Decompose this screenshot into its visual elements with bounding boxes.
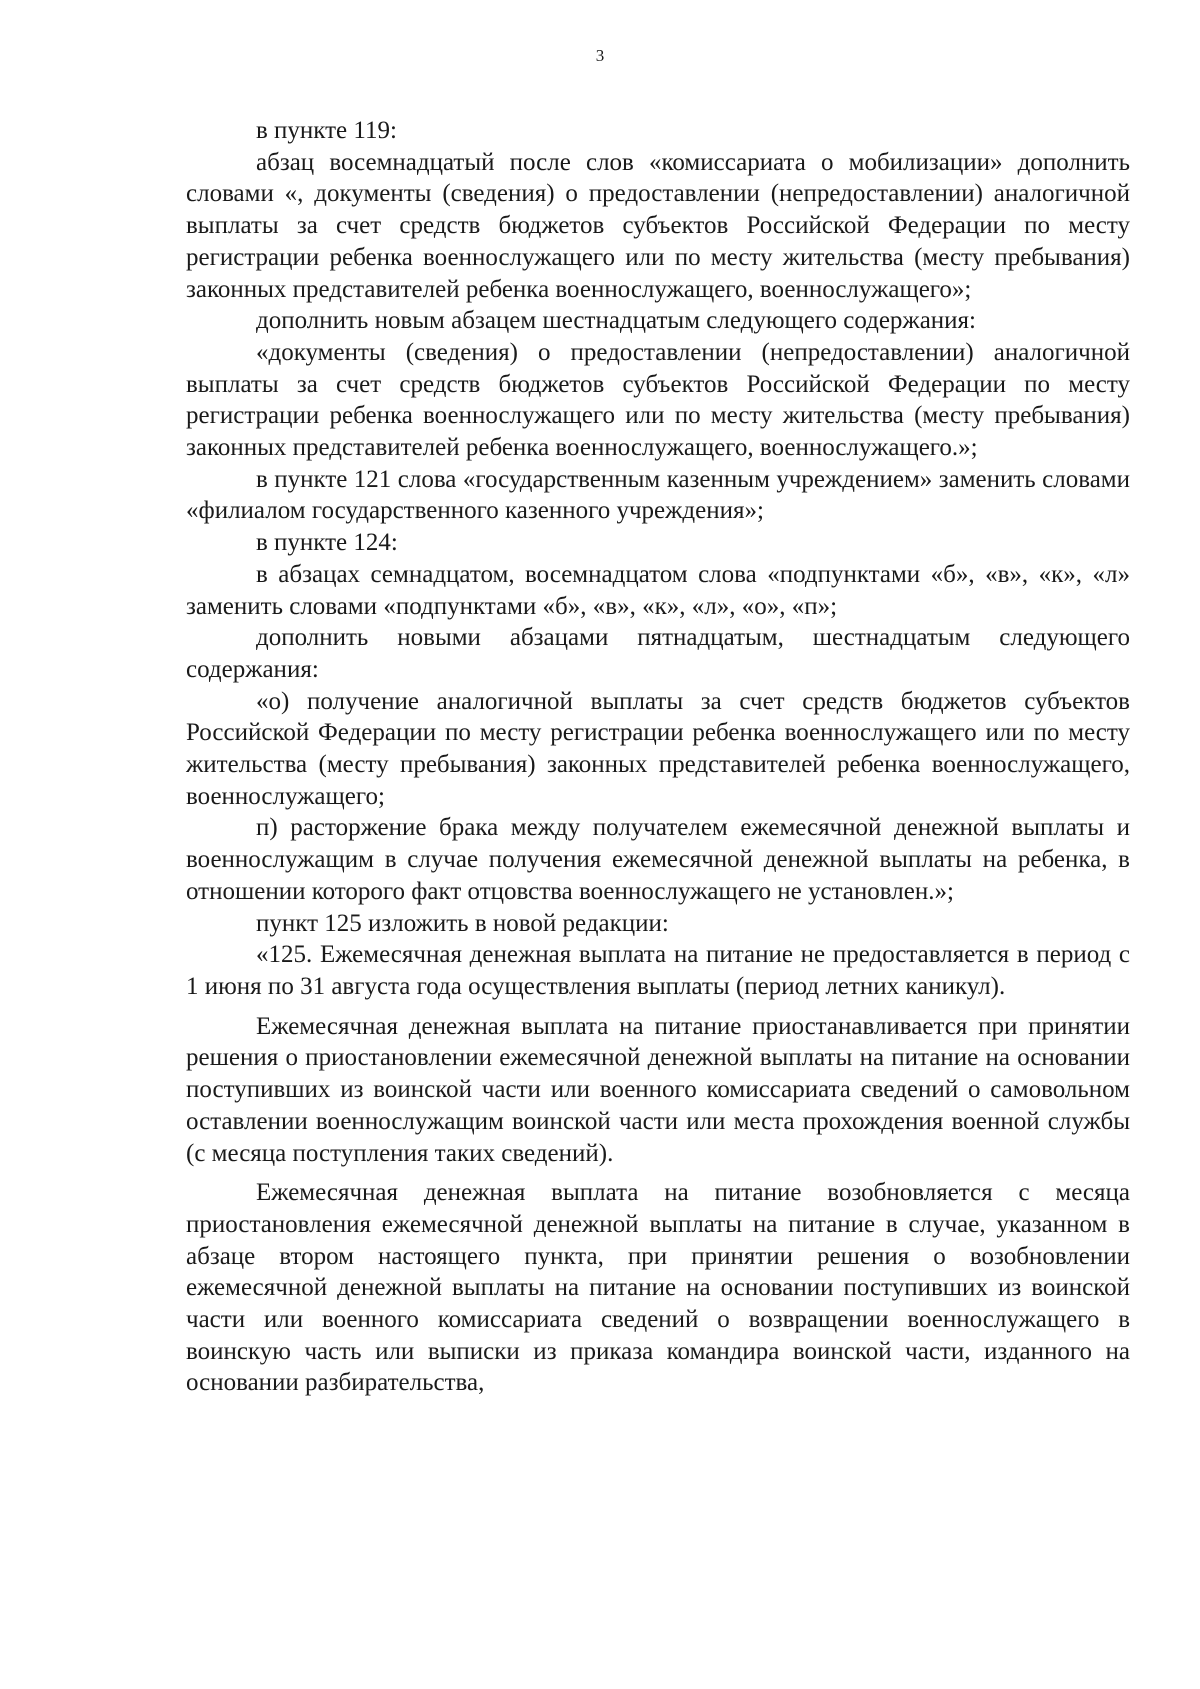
paragraph-add-abzac-15-16: дополнить новыми абзацами пятнадцатым, шестнадцатым следующего содержания:: [186, 624, 1130, 683]
paragraph-clause-125-intro: пункт 125 изложить в новой редакции:: [256, 909, 669, 937]
paragraph-new-abzac-text: «документы (сведения) о предоставлении (непредоставлении) аналогичной выплаты за счет средств бюджетов субъектов Российской Федерации по месту регистрации ребенка военнослужащего или по месту жительства (месту пребывания) законных представителей ребенка военнослужащего, военнослужащего.»;: [186, 338, 1130, 462]
paragraph-subclause-o: «о) получение аналогичной выплаты за счет средств бюджетов субъектов Российской Федерации по месту регистрации ребенка военнослужащего или по месту жительства (месту пребывания) законных представителей ребенка военнослужащего, военнослужащего;: [186, 687, 1130, 810]
page-number: 3: [595, 46, 605, 65]
paragraph-subclause-p: п) расторжение брака между получателем ежемесячной денежной выплаты и военнослужащим в случае получения ежемесячной денежной выплаты на ребенка, в отношении которого факт отцовства военнослужащего не установлен.»;: [186, 814, 1130, 905]
paragraph-suspension: Ежемесячная денежная выплата на питание приостанавливается при принятии решения о приостановлении ежемесячной денежной выплаты на питание на основании поступивших из воинской части или военного комиссариата сведений о самовольном оставлении военнослужащим воинской части или места прохождения военной службы (с месяца поступления таких сведений).: [186, 1012, 1130, 1167]
paragraph-clause-125-text: «125. Ежемесячная денежная выплата на питание не предоставляется в период с 1 июня по 31 августа года осуществления выплаты (период летних каникул).: [186, 941, 1130, 1000]
paragraph-abzac-17-18-amendment: в абзацах семнадцатом, восемнадцатом слова «подпунктами «б», «в», «к», «л» заменить словами «подпунктами «б», «в», «к», «л», «о», «п»;: [186, 560, 1130, 620]
paragraph-add-abzac-16: дополнить новым абзацем шестнадцатым следующего содержания:: [256, 307, 976, 335]
paragraph-clause-119: в пункте 119:: [256, 117, 397, 144]
paragraph-clause-121: в пункте 121 слова «государственным казенным учреждением» заменить словами «филиалом государственного казенного учреждения»;: [186, 465, 1130, 525]
paragraph-resumption: Ежемесячная денежная выплата на питание возобновляется с месяца приостановления ежемесячной денежной выплаты на питание в случае, указанном в абзаце втором настоящего пункта, при принятии решения о возобновлении ежемесячной денежной выплаты на питание на основании поступивших из воинской части или военного комиссариата сведений о возвращении военнослужащего в воинскую часть или выписки из приказа командира воинской части, изданного на основании разбирательства,: [186, 1179, 1130, 1397]
document-body: [186, 115, 1130, 1399]
paragraph-clause-124: в пункте 124:: [256, 529, 398, 557]
paragraph-abzac-18-amendment: абзац восемнадцатый после слов «комиссариата о мобилизации» дополнить словами «, документы (сведения) о предоставлении (непредоставлении) аналогичной выплаты за счет средств бюджетов субъектов Российской Федерации по месту регистрации ребенка военнослужащего или по месту жительства (месту пребывания) законных представителей ребенка военнослужащего, военнослужащего»;: [186, 148, 1130, 303]
